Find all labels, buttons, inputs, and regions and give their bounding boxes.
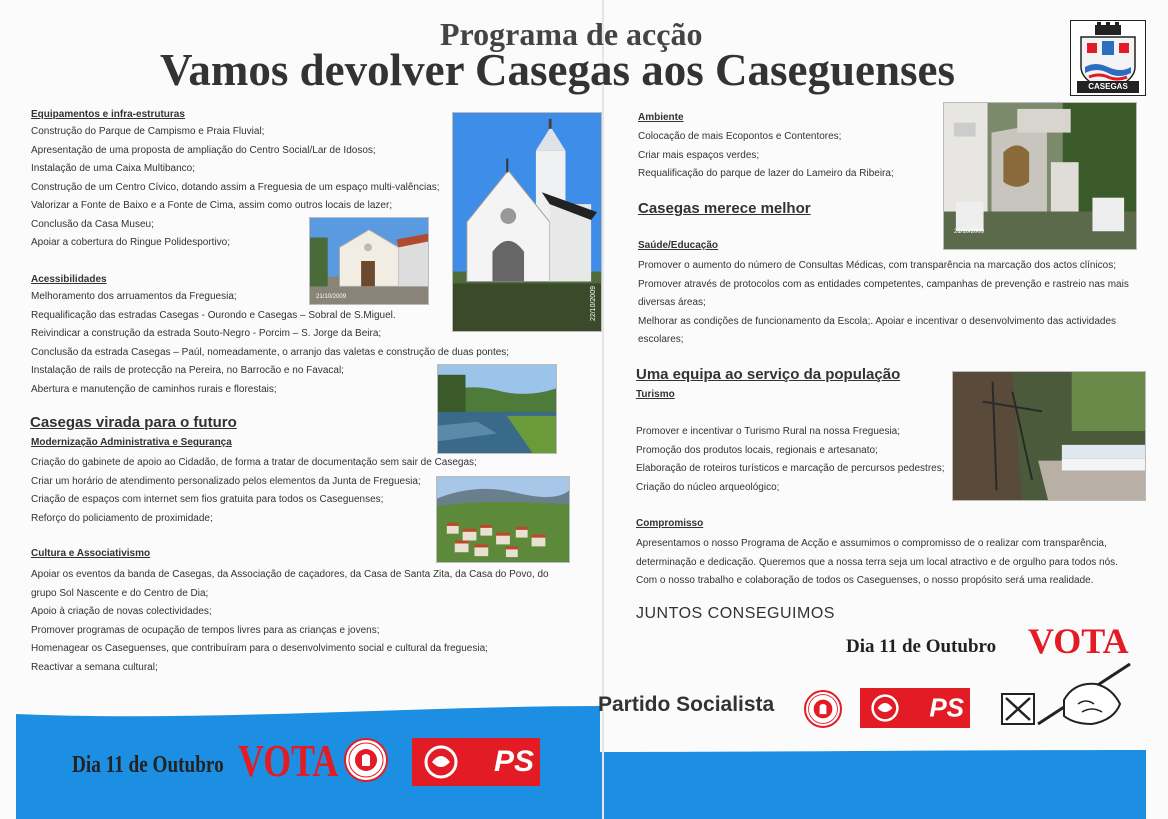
list-item: Criar mais espaços verdes; [638,149,760,161]
ambiente-heading: Ambiente [638,112,684,123]
turismo-subheading: Turismo [636,389,675,400]
village-photo [436,476,570,563]
list-item: Criação de espaços com internet sem fios gratuita para todos os Caseguenses; [31,494,384,505]
ps-text: PS [493,745,534,778]
list-item: Reivindicar a construção da estrada Souto-Negro - Porcim – S. Jorge da Beira; [31,328,382,339]
list-item: Conclusão da Casa Museu; [31,218,154,230]
election-date-right: Dia 11 de Outubro [846,636,997,657]
ps-text: PS [929,692,964,723]
list-item: Melhorar as condições de funcionamento da Escola;. Apoiar e incentivar o desenvolvimento das actividades [638,315,1117,327]
river-photo [437,364,557,454]
futuro-list [31,454,477,528]
vota-right: VOTA [1028,621,1129,661]
list-item: Apoio à criação de novas colectividades; [31,606,212,617]
ambiente-list [638,128,894,184]
list-item: Melhoramento dos arruamentos da Freguesia; [31,291,237,302]
partido-socialista: Partido Socialista [598,693,775,716]
ps-logo-right [860,688,970,728]
list-item: Construção do Parque de Campismo e Praia Fluvial; [31,126,265,137]
page-title: Vamos devolver Casegas aos Caseguenses [160,45,956,95]
list-item: Valorizar a Fonte de Baixo e a Fonte de Cima, assim como outros locais de lazer; [31,200,393,211]
list-item: Conclusão da estrada Casegas – Paúl, nomeadamente, o arranjo das valetas e construção de duas pontes; [31,346,510,358]
saude-subheading: Saúde/Educação [638,240,719,251]
ps-logo-left [412,738,540,786]
list-item: Promover o aumento do número de Consultas Médicas, com transparência na marcação dos actos clínicos; [638,260,1117,271]
list-item: escolares; [638,334,684,345]
futuro-heading: Casegas virada para o futuro [30,414,237,431]
photo-date: 22/10/2009 [590,285,597,321]
list-item: Reforço do policiamento de proximidade; [31,512,213,524]
program-subtitle: Programa de acção [440,16,703,52]
list-item: Apresentação de uma proposta de ampliação do Centro Social/Lar de Idosos; [31,144,376,156]
list-item: Elaboração de roteiros turísticos e marcação de percursos pedestres; [636,463,945,474]
vota-left: VOTA [238,735,339,786]
list-item: Criação do núcleo arqueológico; [636,481,780,493]
list-item: Promover através de protocolos com as entidades competentes, campanhas de prevenção e rastreio nas mais [638,278,1129,290]
equipamentos-heading: Equipamentos e infra-estruturas [31,109,185,120]
list-item: Promoção dos produtos locais, regionais e artesanato; [636,444,878,456]
list-item: Promover e incentivar o Turismo Rural na nossa Freguesia; [636,426,901,437]
crest-label: CASEGAS [1088,82,1128,91]
hand-pen-icon [1034,660,1134,730]
modernizacao-subheading: Modernização Administrativa e Segurança [31,437,232,448]
cultura-list [31,566,549,677]
casegas-crest [1070,20,1146,96]
turismo-list [636,423,945,497]
juntos-conseguimos: JUNTOS CONSEGUIMOS [636,605,835,622]
list-item: Homenagear os Caseguenses, que contribuíram para o desenvolvimento social e cultural da freguesia; [31,643,488,654]
list-item: grupo Sol Nascente e do Centro de Dia; [31,587,209,599]
list-item: Criação do gabinete de apoio ao Cidadão, de forma a tratar de documentação sem sair de Casegas; [31,457,477,468]
photo-date: 21/10/2009 [316,294,347,300]
list-item: Requalificação do parque de lazer do Lameiro da Ribeira; [638,168,894,179]
list-item: Criar um horário de atendimento personalizado pelos elementos da Junta de Freguesia; [31,475,421,487]
chapel-photo [309,217,429,305]
list-item: Requalificação das estradas Casegas - Ourondo e Casegas – Sobral de S.Miguel. [31,309,396,321]
list-item: Apoiar a cobertura do Ringue Polidesportivo; [31,237,231,248]
ps-fist-emblem-right [804,690,842,728]
equipa-heading: Uma equipa ao serviço da população [636,366,901,383]
election-date-left: Dia 11 de Outubro [72,752,224,778]
church-photo [452,112,602,332]
list-item: Abertura e manutenção de caminhos rurais e florestais; [31,383,277,395]
compromisso-heading: Compromisso [636,518,704,529]
photo-date: 21/10/2009 [954,229,985,235]
list-item: diversas áreas; [638,297,706,308]
list-item: Reactivar a semana cultural; [31,661,158,673]
cultura-heading: Cultura e Associativismo [31,548,151,559]
list-item: Construção de um Centro Cívico, dotando assim a Freguesia de um espaço multi-valências; [31,181,440,193]
list-item: Colocação de mais Ecopontos e Contentores; [638,131,842,142]
ballot-checkbox-icon [1001,693,1035,725]
waterfall-photo [952,371,1146,501]
acessibilidades-heading: Acessibilidades [31,274,107,285]
saude-list [638,257,1129,350]
ps-fist-emblem-left [344,738,388,782]
list-item: Promover programas de ocupação de tempos livres para as crianças e jovens; [31,624,380,636]
list-item: Instalação de rails de protecção na Pereira, no Barrocão e no Favacal; [31,365,344,376]
compromisso-text: Apresentamos o nosso Programa de Acção e assumimos o compromisso de o realizar com transparência, determinação e dedicação. Queremos que a nossa terra seja um local atractivo e de orgulho para todos nós. Com o nosso trabalho e colaboração de todos os Caseguenses, o nosso propósito será uma realidade. [636,538,1118,586]
monument-photo [943,102,1137,250]
list-item: Instalação de uma Caixa Multibanco; [31,163,195,174]
merece-heading: Casegas merece melhor [638,200,811,217]
list-item: Apoiar os eventos da banda de Casegas, da Associação de caçadores, da Casa de Santa Zita, da Casa do Povo, do [31,569,549,580]
